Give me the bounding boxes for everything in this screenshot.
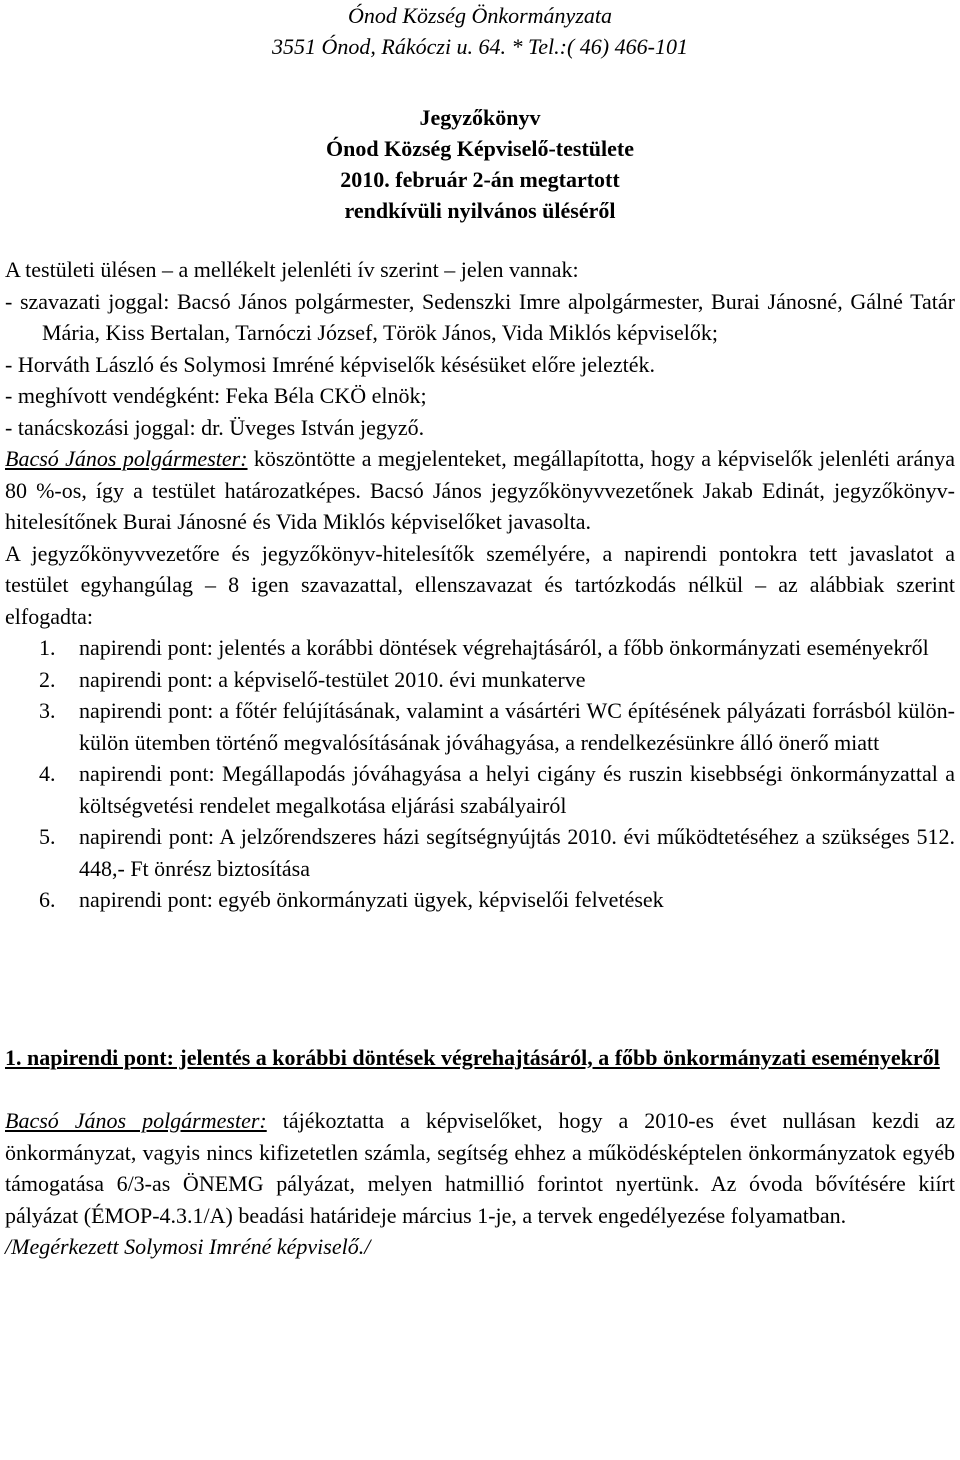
section-1-heading: 1. napirendi pont: jelentés a korábbi döntések végrehajtásáról, a főbb önkormányzati eseményekről	[5, 1044, 940, 1070]
title-line-3: 2010. február 2-án megtartott	[340, 167, 620, 192]
agenda-text: napirendi pont: egyéb önkormányzati ügyek, képviselői felvetések	[79, 887, 664, 912]
agenda-number: 2.	[39, 666, 56, 692]
document-page	[5, 0, 955, 1263]
agenda-number: 5.	[39, 824, 56, 849]
org-address: 3551 Ónod, Rákóczi u. 64. * Tel.:( 46) 466-101	[272, 34, 688, 59]
section-1-text: tájékoztatta a képviselőket, hogy a 2010-es évet nullásan kezdi az önkormányzat, vagyis nincs kifizetetlen számla, segítség ehhez a működésképtelen önkormányzatok egyéb támogatása 6/3-as ÖNEMG pályázat, melyen hatmillió forintot nyertünk. Az óvoda bővítésére kiírt pályázat (ÉMOP-4.3.1/A) beadási határideje március 1-je, a tervek engedélyezése folyamatban.	[5, 1108, 956, 1228]
agenda-item	[5, 632, 955, 664]
attendance-list	[5, 286, 955, 444]
approval-paragraph: A jegyzőkönyvvezetőre és jegyzőkönyv-hitelesítők személyére, a napirendi pontokra tett javaslatot a testület egyhangúlag – 8 igen szavazattal, ellenszavazat és tartózkodás nélkül – az alábbiak szerint elfogadta:	[5, 540, 955, 629]
opening-text: köszöntötte a megjelenteket, megállapította, hogy a képviselők jelenléti aránya 80 %-os, így a testület határozatképes. Bacsó János jegyzőkönyvvezetőnek Jakab Edinát, jegyzőkönyv-hitelesítőnek Burai Jánosné és Vida Miklós képviselőket javasolta.	[5, 446, 955, 534]
section-1-speaker: Bacsó János polgármester:	[5, 1108, 267, 1133]
opening-speaker: Bacsó János polgármester:	[5, 446, 248, 471]
agenda-item	[5, 664, 955, 696]
agenda-text: napirendi pont: Megállapodás jóváhagyása a helyi cigány és ruszin kisebbségi önkormányzattal a költségvetési rendelet megalkotása eljárási szabályairól	[79, 761, 955, 818]
agenda-text: napirendi pont: jelentés a korábbi döntések végrehajtásáról, a főbb önkormányzati eseményekről	[79, 635, 929, 660]
agenda-item	[5, 695, 955, 758]
agenda-number: 6.	[39, 887, 56, 912]
agenda-item	[5, 884, 955, 916]
section-1-paragraph	[5, 1105, 955, 1231]
agenda-number: 3.	[39, 698, 56, 723]
agenda-text: napirendi pont: A jelzőrendszeres házi segítségnyújtás 2010. évi működtetéséhez a szükséges 512. 448,- Ft önrész biztosítása	[79, 824, 955, 881]
document-title	[5, 102, 955, 226]
agenda-text: napirendi pont: a főtér felújításának, valamint a vásártéri WC építésének pályázati forrásból külön-külön ütemben történő megvalósításának jóváhagyása, a rendelkezésünkre álló önerő miatt	[79, 698, 955, 755]
agenda-text: napirendi pont: a képviselő-testület 2010. évi munkaterve	[79, 666, 586, 692]
title-line-2: Ónod Község Képviselő-testülete	[326, 136, 634, 161]
agenda-item	[5, 821, 955, 884]
agenda-number: 4.	[39, 761, 56, 786]
attendance-advisory: - tanácskozási joggal: dr. Üveges István jegyző.	[5, 414, 425, 440]
agenda-item	[5, 758, 955, 821]
attendance-voting: - szavazati joggal: Bacsó János polgármester, Sedenszki Imre alpolgármester, Burai Jánosné, Gálné Tatár Mária, Kiss Bertalan, Tarnóczi József, Török János, Vida Miklós képviselők;	[5, 288, 955, 345]
attendance-intro: A testületi ülésen – a mellékelt jelenléti ív szerint – jelen vannak:	[5, 257, 579, 282]
org-name: Ónod Község Önkormányzata	[348, 3, 612, 28]
agenda-list	[5, 632, 955, 916]
arrival-note: /Megérkezett Solymosi Imréné képviselő./	[5, 1234, 371, 1259]
title-line-1: Jegyzőkönyv	[419, 105, 541, 130]
agenda-number: 1.	[39, 635, 56, 660]
letterhead	[5, 0, 955, 62]
attendance-late: - Horváth László és Solymosi Imréné képviselők késésüket előre jelezték.	[5, 351, 656, 377]
attendance-guest: - meghívott vendégként: Feka Béla CKÖ elnök;	[5, 383, 427, 408]
opening-paragraph	[5, 443, 955, 538]
title-line-4: rendkívüli nyilvános üléséről	[344, 198, 616, 223]
